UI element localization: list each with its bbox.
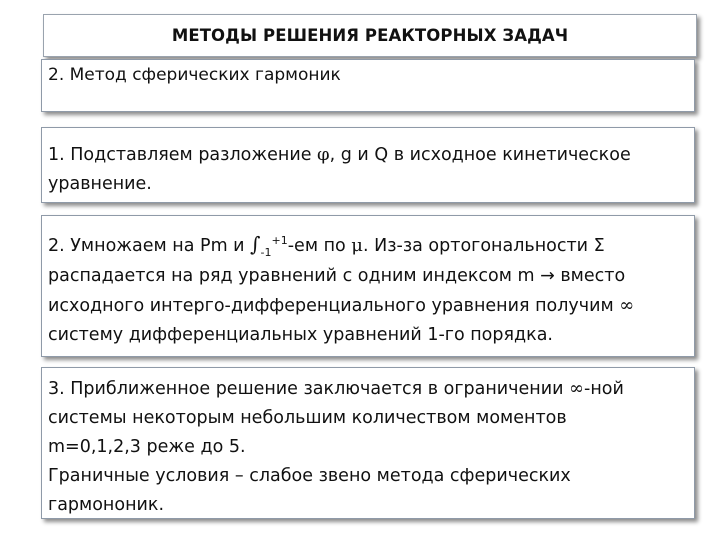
- step1-line1: [48, 140, 688, 170]
- step3-text-post: -ной: [584, 379, 624, 399]
- step1-line2: уравнение.: [48, 174, 152, 194]
- step2-line2: распадается на ряд уравнений с одним индексом m → вместо: [48, 266, 626, 286]
- slide-subtitle: 2. Метод сферических гармоник: [48, 65, 341, 85]
- infinity-symbol: ∞: [569, 378, 585, 399]
- phi-symbol: φ: [317, 144, 330, 165]
- step2-text-post: . Из-за ортогональности Σ: [363, 236, 605, 256]
- step3-line4: Граничные условия – слабое звено метода сферических: [48, 466, 571, 486]
- step3-box: [41, 367, 695, 519]
- slide-title: МЕТОДЫ РЕШЕНИЯ РЕАКТОРНЫХ ЗАДАЧ: [171, 26, 569, 45]
- step1-text-pre: 1. Подставляем разложение: [48, 145, 318, 165]
- step2-line3-text: исходного интерго-дифференциального уравнения получим: [48, 296, 620, 316]
- integral-upper-limit: +1: [271, 234, 288, 247]
- step3-line2: системы некоторым небольшим количеством моментов: [48, 408, 567, 428]
- step2-line4: систему дифференциальных уравнений 1-го порядка.: [48, 325, 553, 345]
- step2-text-pre: 2. Умножаем на Pm и: [48, 236, 251, 256]
- subtitle-box: [41, 59, 695, 112]
- step3-line5: гармононик.: [48, 495, 165, 515]
- integral-symbol: ∫: [250, 232, 261, 256]
- mu-symbol: μ: [351, 235, 363, 256]
- step2-line1: [48, 230, 688, 262]
- step2-box: [41, 215, 695, 357]
- step3-line1: [48, 374, 688, 404]
- infinity-symbol: ∞: [619, 295, 635, 316]
- step2-text-mid: -ем по: [287, 236, 352, 256]
- step3-text-pre: 3. Приближенное решение заключается в ограничении: [48, 379, 570, 399]
- step1-text-post: , g и Q в исходное кинетическое: [329, 145, 631, 165]
- step2-line3: [48, 291, 688, 321]
- integral-lower-limit: -1: [260, 246, 272, 259]
- step3-line3: m=0,1,2,3 реже до 5.: [48, 437, 246, 457]
- step1-box: [41, 127, 695, 203]
- title-box: [43, 14, 697, 57]
